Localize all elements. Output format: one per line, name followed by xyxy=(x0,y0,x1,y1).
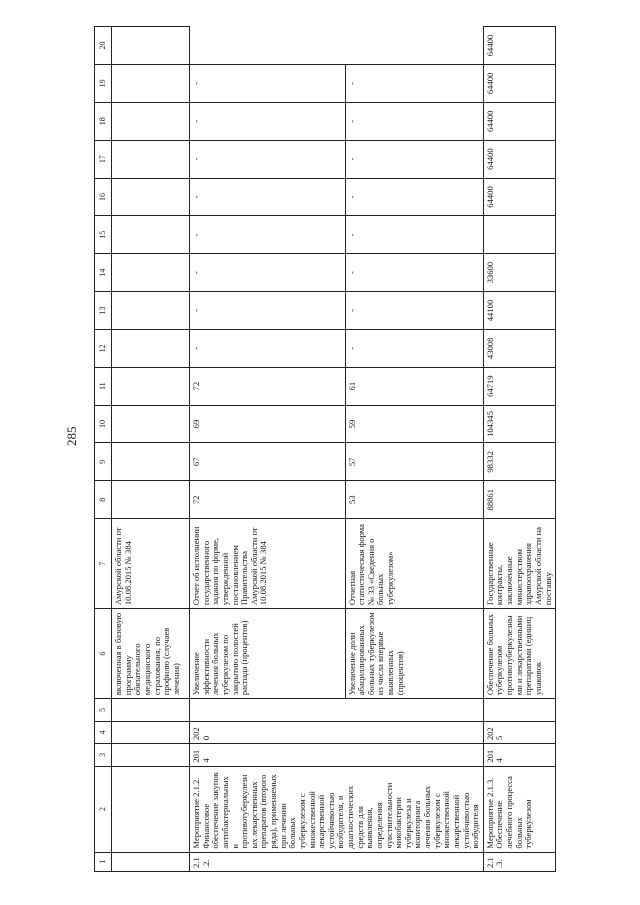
value-cell: - xyxy=(190,178,346,216)
value-cell: - xyxy=(190,292,346,330)
column-number-row xyxy=(95,27,112,872)
value-cell: - xyxy=(345,65,483,103)
column-number: 20 xyxy=(95,27,112,65)
activity-name: Мероприятие 2.1.3. Обеспечение лечебного процесса больных туберкулезом xyxy=(483,766,555,852)
value-cell: 88861 xyxy=(483,481,555,519)
value-cell: - xyxy=(190,140,346,178)
value-cell: 57 xyxy=(345,443,483,481)
value-cell: 98332 xyxy=(483,443,555,481)
source-cell: Отчет об исполнении государственного задания по форме, утвержденной постановлением Правительства Амурской области от 10.08.2015 № 384 xyxy=(190,519,346,609)
end-year: 2020 xyxy=(190,721,484,744)
table-row xyxy=(190,27,346,872)
indicator-cell: Увеличение эффективности лечения больных туберкулезом по закрытию полостей распада (процентов) xyxy=(190,609,346,699)
value-cell: 64400 xyxy=(483,102,555,140)
program-activities-table xyxy=(94,26,556,872)
value-cell: 72 xyxy=(190,367,346,405)
page-number: 285 xyxy=(64,426,79,446)
column-number: 6 xyxy=(95,609,112,699)
value-cell: - xyxy=(345,216,483,254)
row-code: 2.1.2. xyxy=(190,852,484,871)
value-cell: 69 xyxy=(190,405,346,443)
value-cell: - xyxy=(190,329,346,367)
column-number: 5 xyxy=(95,699,112,722)
value-cell: - xyxy=(345,178,483,216)
column-number: 19 xyxy=(95,65,112,103)
program-table-sheet xyxy=(94,26,553,872)
source-cell: Государственные контракты, заключенные министерством здравоохранения Амурской области на поставку xyxy=(483,519,555,609)
end-year: 2025 xyxy=(483,721,555,744)
value-cell: 64400 xyxy=(483,140,555,178)
value-cell: 67 xyxy=(190,443,346,481)
column-number: 1 xyxy=(95,852,112,871)
column-number: 15 xyxy=(95,216,112,254)
indicator-cell: Увеличение доли абациллированных больных туберкулезом из числа впервые выявленных (процентов) xyxy=(345,609,483,699)
start-year: 2014 xyxy=(190,744,484,767)
value-cell: 44100 xyxy=(483,292,555,330)
value-cell: - xyxy=(345,102,483,140)
column-number: 18 xyxy=(95,102,112,140)
value-cell: - xyxy=(345,140,483,178)
value-cell: 59 xyxy=(345,405,483,443)
value-cell: 104345 xyxy=(483,405,555,443)
column-number: 11 xyxy=(95,367,112,405)
value-cell: - xyxy=(190,102,346,140)
indicator-cell: включенная в базовую программу обязательного медицинского страхования, по профилю (случаев лечения) xyxy=(112,609,190,699)
value-cell: 61 xyxy=(345,367,483,405)
column-number: 9 xyxy=(95,443,112,481)
start-year: 2014 xyxy=(483,744,555,767)
value-cell: - xyxy=(190,65,346,103)
column-number: 17 xyxy=(95,140,112,178)
value-cell: 53 xyxy=(345,481,483,519)
column-number: 16 xyxy=(95,178,112,216)
source-cell: Амурской области от 10.08.2015 № 384 xyxy=(112,519,190,609)
continuation-row xyxy=(112,27,190,872)
column-number: 7 xyxy=(95,519,112,609)
column-number: 8 xyxy=(95,481,112,519)
value-cell: - xyxy=(345,329,483,367)
value-cell: - xyxy=(190,216,346,254)
indicator-cell: Обеспечение больных туберкулезом противотуберкулезными и лекарственными препаратами (единиц упаковок xyxy=(483,609,555,699)
value-cell: 64400 xyxy=(483,65,555,103)
column-number: 4 xyxy=(95,721,112,744)
column-number: 14 xyxy=(95,254,112,292)
table-row xyxy=(483,27,555,872)
source-cell: Отчетная статистическая форма № 33 «Сведения о больных туберкулезом» xyxy=(345,519,483,609)
value-cell: 72 xyxy=(190,481,346,519)
value-cell: 64400 xyxy=(483,27,555,65)
column-number: 2 xyxy=(95,766,112,852)
column-number: 12 xyxy=(95,329,112,367)
value-cell: 64400 xyxy=(483,178,555,216)
value-cell: 43008 xyxy=(483,329,555,367)
value-cell: 33600 xyxy=(483,254,555,292)
column-number: 13 xyxy=(95,292,112,330)
value-cell: 64719 xyxy=(483,367,555,405)
value-cell: - xyxy=(345,292,483,330)
row-code: 2.1.3. xyxy=(483,852,555,871)
activity-name: Мероприятие 2.1.2. Финансовое обеспечение закупок антибактериальных и противотуберкулезных лекарственных препаратов (второго ряда), применяемых при лечении больных туберкулезом с множественной лекарственной устойчивостью возбудителя, и диагностических средств для выявления, определения чувствительности микобактерии туберкулеза и мониторинга лечения больных туберкулезом с множественной лекарственной устойчивостью возбудителя xyxy=(190,766,484,852)
column-number: 3 xyxy=(95,744,112,767)
value-cell: - xyxy=(190,254,346,292)
column-number: 10 xyxy=(95,405,112,443)
value-cell: - xyxy=(345,254,483,292)
